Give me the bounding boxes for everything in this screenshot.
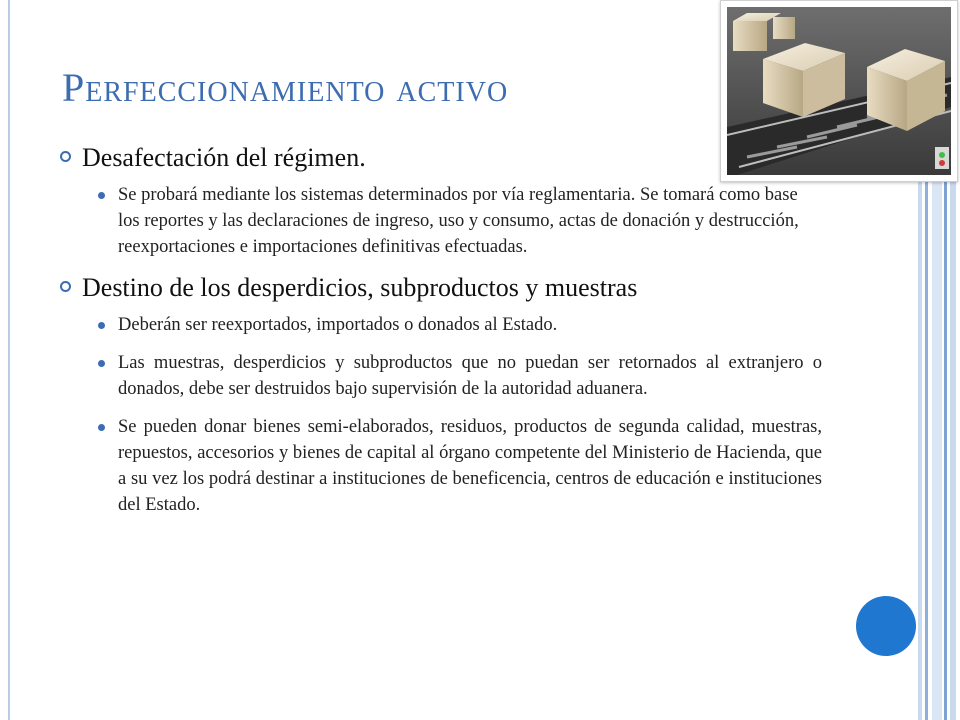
sub-list	[62, 182, 822, 260]
section-heading: Desafectación del régimen.	[82, 143, 366, 172]
left-accent-line	[8, 0, 10, 720]
decorative-circle	[856, 596, 916, 656]
list-item	[98, 182, 822, 260]
ring-bullet-icon	[60, 151, 71, 162]
dot-bullet-icon	[98, 424, 105, 431]
slide-title: Perfeccionamiento activo	[62, 65, 509, 110]
list-item	[98, 350, 822, 402]
list-item	[98, 414, 822, 518]
dot-bullet-icon	[98, 322, 105, 329]
list-item	[98, 312, 822, 338]
section-destino	[62, 272, 822, 304]
list-item-text: Deberán ser reexportados, importados o donados al Estado.	[118, 315, 558, 335]
slide-content	[62, 142, 822, 530]
dot-bullet-icon	[98, 360, 105, 367]
ring-bullet-icon	[60, 281, 71, 292]
section-heading: Destino de los desperdicios, subproductos y muestras	[82, 273, 638, 302]
list-item-text: Se pueden donar bienes semi-elaborados, residuos, productos de segunda calidad, muestras, repuestos, accesorios y bienes de capital al órgano competente del Ministerio de Hacienda, que a su vez los podrá destinar a instituciones de beneficencia, centros de educación e instituciones del Estado.	[118, 417, 822, 515]
list-item-text: Se probará mediante los sistemas determinados por vía reglamentaria. Se tomará como base los reportes y las declaraciones de ingreso, uso y consumo, actas de donación y destrucción, reexportaciones e importaciones definitivas efectuadas.	[118, 185, 799, 257]
list-item-text: Las muestras, desperdicios y subproductos que no puedan ser retornados al extranjero o donados, debe ser destruidos bajo supervisión de la autoridad aduanera.	[118, 353, 822, 399]
section-desafectacion	[62, 142, 822, 174]
sub-list	[62, 312, 822, 518]
dot-bullet-icon	[98, 192, 105, 199]
